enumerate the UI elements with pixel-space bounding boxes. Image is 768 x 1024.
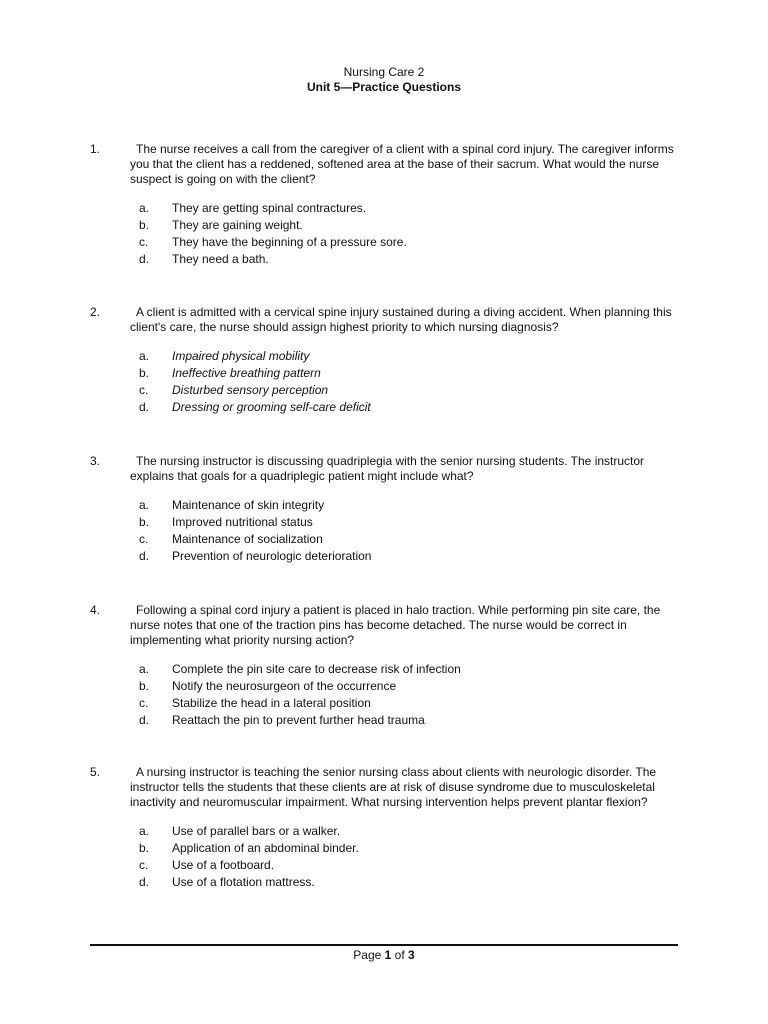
option-text: Dressing or grooming self-care deficit bbox=[172, 400, 371, 414]
question-text: A client is admitted with a cervical spine injury sustained during a diving accident. When planning this client's care, the nurse should assign highest priority to which nursing diagnosis? bbox=[130, 305, 672, 334]
answer-options bbox=[139, 201, 690, 269]
option-b bbox=[139, 841, 690, 858]
option-letter: a. bbox=[139, 201, 150, 215]
option-a bbox=[139, 498, 690, 515]
option-text: They need a bath. bbox=[172, 252, 269, 266]
option-letter: c. bbox=[139, 235, 149, 249]
document-header bbox=[0, 65, 768, 95]
option-text: They are gaining weight. bbox=[172, 218, 303, 232]
option-letter: b. bbox=[139, 841, 150, 855]
option-d bbox=[139, 252, 690, 269]
option-letter: d. bbox=[139, 875, 150, 889]
current-page-number: 1 bbox=[384, 948, 392, 962]
option-b bbox=[139, 218, 690, 235]
option-a bbox=[139, 662, 690, 679]
question-number: 5. bbox=[90, 765, 101, 779]
question-text: The nursing instructor is discussing quadriplegia with the senior nursing students. The instructor explains that goals for a quadriplegic patient might include what? bbox=[130, 454, 645, 483]
option-letter: d. bbox=[139, 400, 150, 414]
option-text: Maintenance of socialization bbox=[172, 532, 323, 546]
option-text: Application of an abdominal binder. bbox=[172, 841, 359, 855]
option-letter: c. bbox=[139, 532, 149, 546]
question-number: 3. bbox=[90, 454, 101, 468]
option-text: Use of a flotation mattress. bbox=[172, 875, 315, 889]
option-text: Impaired physical mobility bbox=[172, 349, 310, 363]
option-d bbox=[139, 713, 690, 730]
answer-options bbox=[139, 498, 690, 566]
option-letter: a. bbox=[139, 349, 150, 363]
page-footer bbox=[0, 948, 768, 963]
page-label: Page bbox=[353, 948, 382, 962]
option-letter: d. bbox=[139, 252, 150, 266]
option-text: They have the beginning of a pressure sore. bbox=[172, 235, 407, 249]
option-text: Improved nutritional status bbox=[172, 515, 313, 529]
option-text: Notify the neurosurgeon of the occurrence bbox=[172, 679, 397, 693]
question-2 bbox=[90, 305, 690, 417]
option-letter: b. bbox=[139, 679, 150, 693]
question-number: 2. bbox=[90, 305, 101, 319]
question-text: Following a spinal cord injury a patient is placed in halo traction. While performing pin site care, the nurse notes that one of the traction pins has become detached. The nurse would be correct in implementing what priority nursing action? bbox=[130, 603, 661, 647]
option-text: Stabilize the head in a lateral position bbox=[172, 696, 371, 710]
option-letter: b. bbox=[139, 218, 150, 232]
option-letter: a. bbox=[139, 824, 150, 838]
option-letter: c. bbox=[139, 696, 149, 710]
option-c bbox=[139, 383, 690, 400]
option-text: Maintenance of skin integrity bbox=[172, 498, 325, 512]
option-a bbox=[139, 201, 690, 218]
course-title: Nursing Care 2 bbox=[343, 65, 425, 79]
option-b bbox=[139, 366, 690, 383]
option-text: Use of a footboard. bbox=[172, 858, 275, 872]
option-text: Disturbed sensory perception bbox=[172, 383, 329, 397]
unit-title: Unit 5—Practice Questions bbox=[306, 80, 462, 94]
option-text: Use of parallel bars or a walker. bbox=[172, 824, 341, 838]
option-letter: c. bbox=[139, 383, 149, 397]
option-a bbox=[139, 349, 690, 366]
option-text: They are getting spinal contractures. bbox=[172, 201, 367, 215]
option-d bbox=[139, 875, 690, 892]
option-d bbox=[139, 400, 690, 417]
of-label: of bbox=[394, 948, 405, 962]
question-5 bbox=[90, 765, 690, 892]
footer-divider bbox=[90, 944, 678, 946]
option-c bbox=[139, 235, 690, 252]
question-text: The nurse receives a call from the caregiver of a client with a spinal cord injury. The caregiver informs you that the client has a reddened, softened area at the base of their sacrum. What would the nurse suspect is going on with the client? bbox=[130, 142, 674, 186]
option-letter: b. bbox=[139, 515, 150, 529]
question-1 bbox=[90, 142, 690, 269]
option-b bbox=[139, 679, 690, 696]
option-c bbox=[139, 532, 690, 549]
answer-options bbox=[139, 349, 690, 417]
total-pages-number: 3 bbox=[408, 948, 415, 962]
question-3 bbox=[90, 454, 690, 566]
option-letter: a. bbox=[139, 498, 150, 512]
question-number: 4. bbox=[90, 603, 101, 617]
option-text: Complete the pin site care to decrease risk of infection bbox=[172, 662, 461, 676]
option-letter: b. bbox=[139, 366, 150, 380]
option-letter: d. bbox=[139, 549, 150, 563]
option-b bbox=[139, 515, 690, 532]
option-letter: a. bbox=[139, 662, 150, 676]
option-letter: d. bbox=[139, 713, 150, 727]
question-4 bbox=[90, 603, 690, 730]
question-number: 1. bbox=[90, 142, 101, 156]
option-a bbox=[139, 824, 690, 841]
option-text: Ineffective breathing pattern bbox=[172, 366, 321, 380]
option-c bbox=[139, 858, 690, 875]
option-letter: c. bbox=[139, 858, 149, 872]
option-text: Prevention of neurologic deterioration bbox=[172, 549, 372, 563]
option-c bbox=[139, 696, 690, 713]
option-d bbox=[139, 549, 690, 566]
answer-options bbox=[139, 824, 690, 892]
answer-options bbox=[139, 662, 690, 730]
question-text: A nursing instructor is teaching the senior nursing class about clients with neurologic disorder. The instructor tells the students that these clients are at risk of disuse syndrome due to musculoskeletal inactivity and neuromuscular impairment. What nursing intervention helps prevent plantar flexion? bbox=[130, 765, 657, 809]
option-text: Reattach the pin to prevent further head trauma bbox=[172, 713, 425, 727]
